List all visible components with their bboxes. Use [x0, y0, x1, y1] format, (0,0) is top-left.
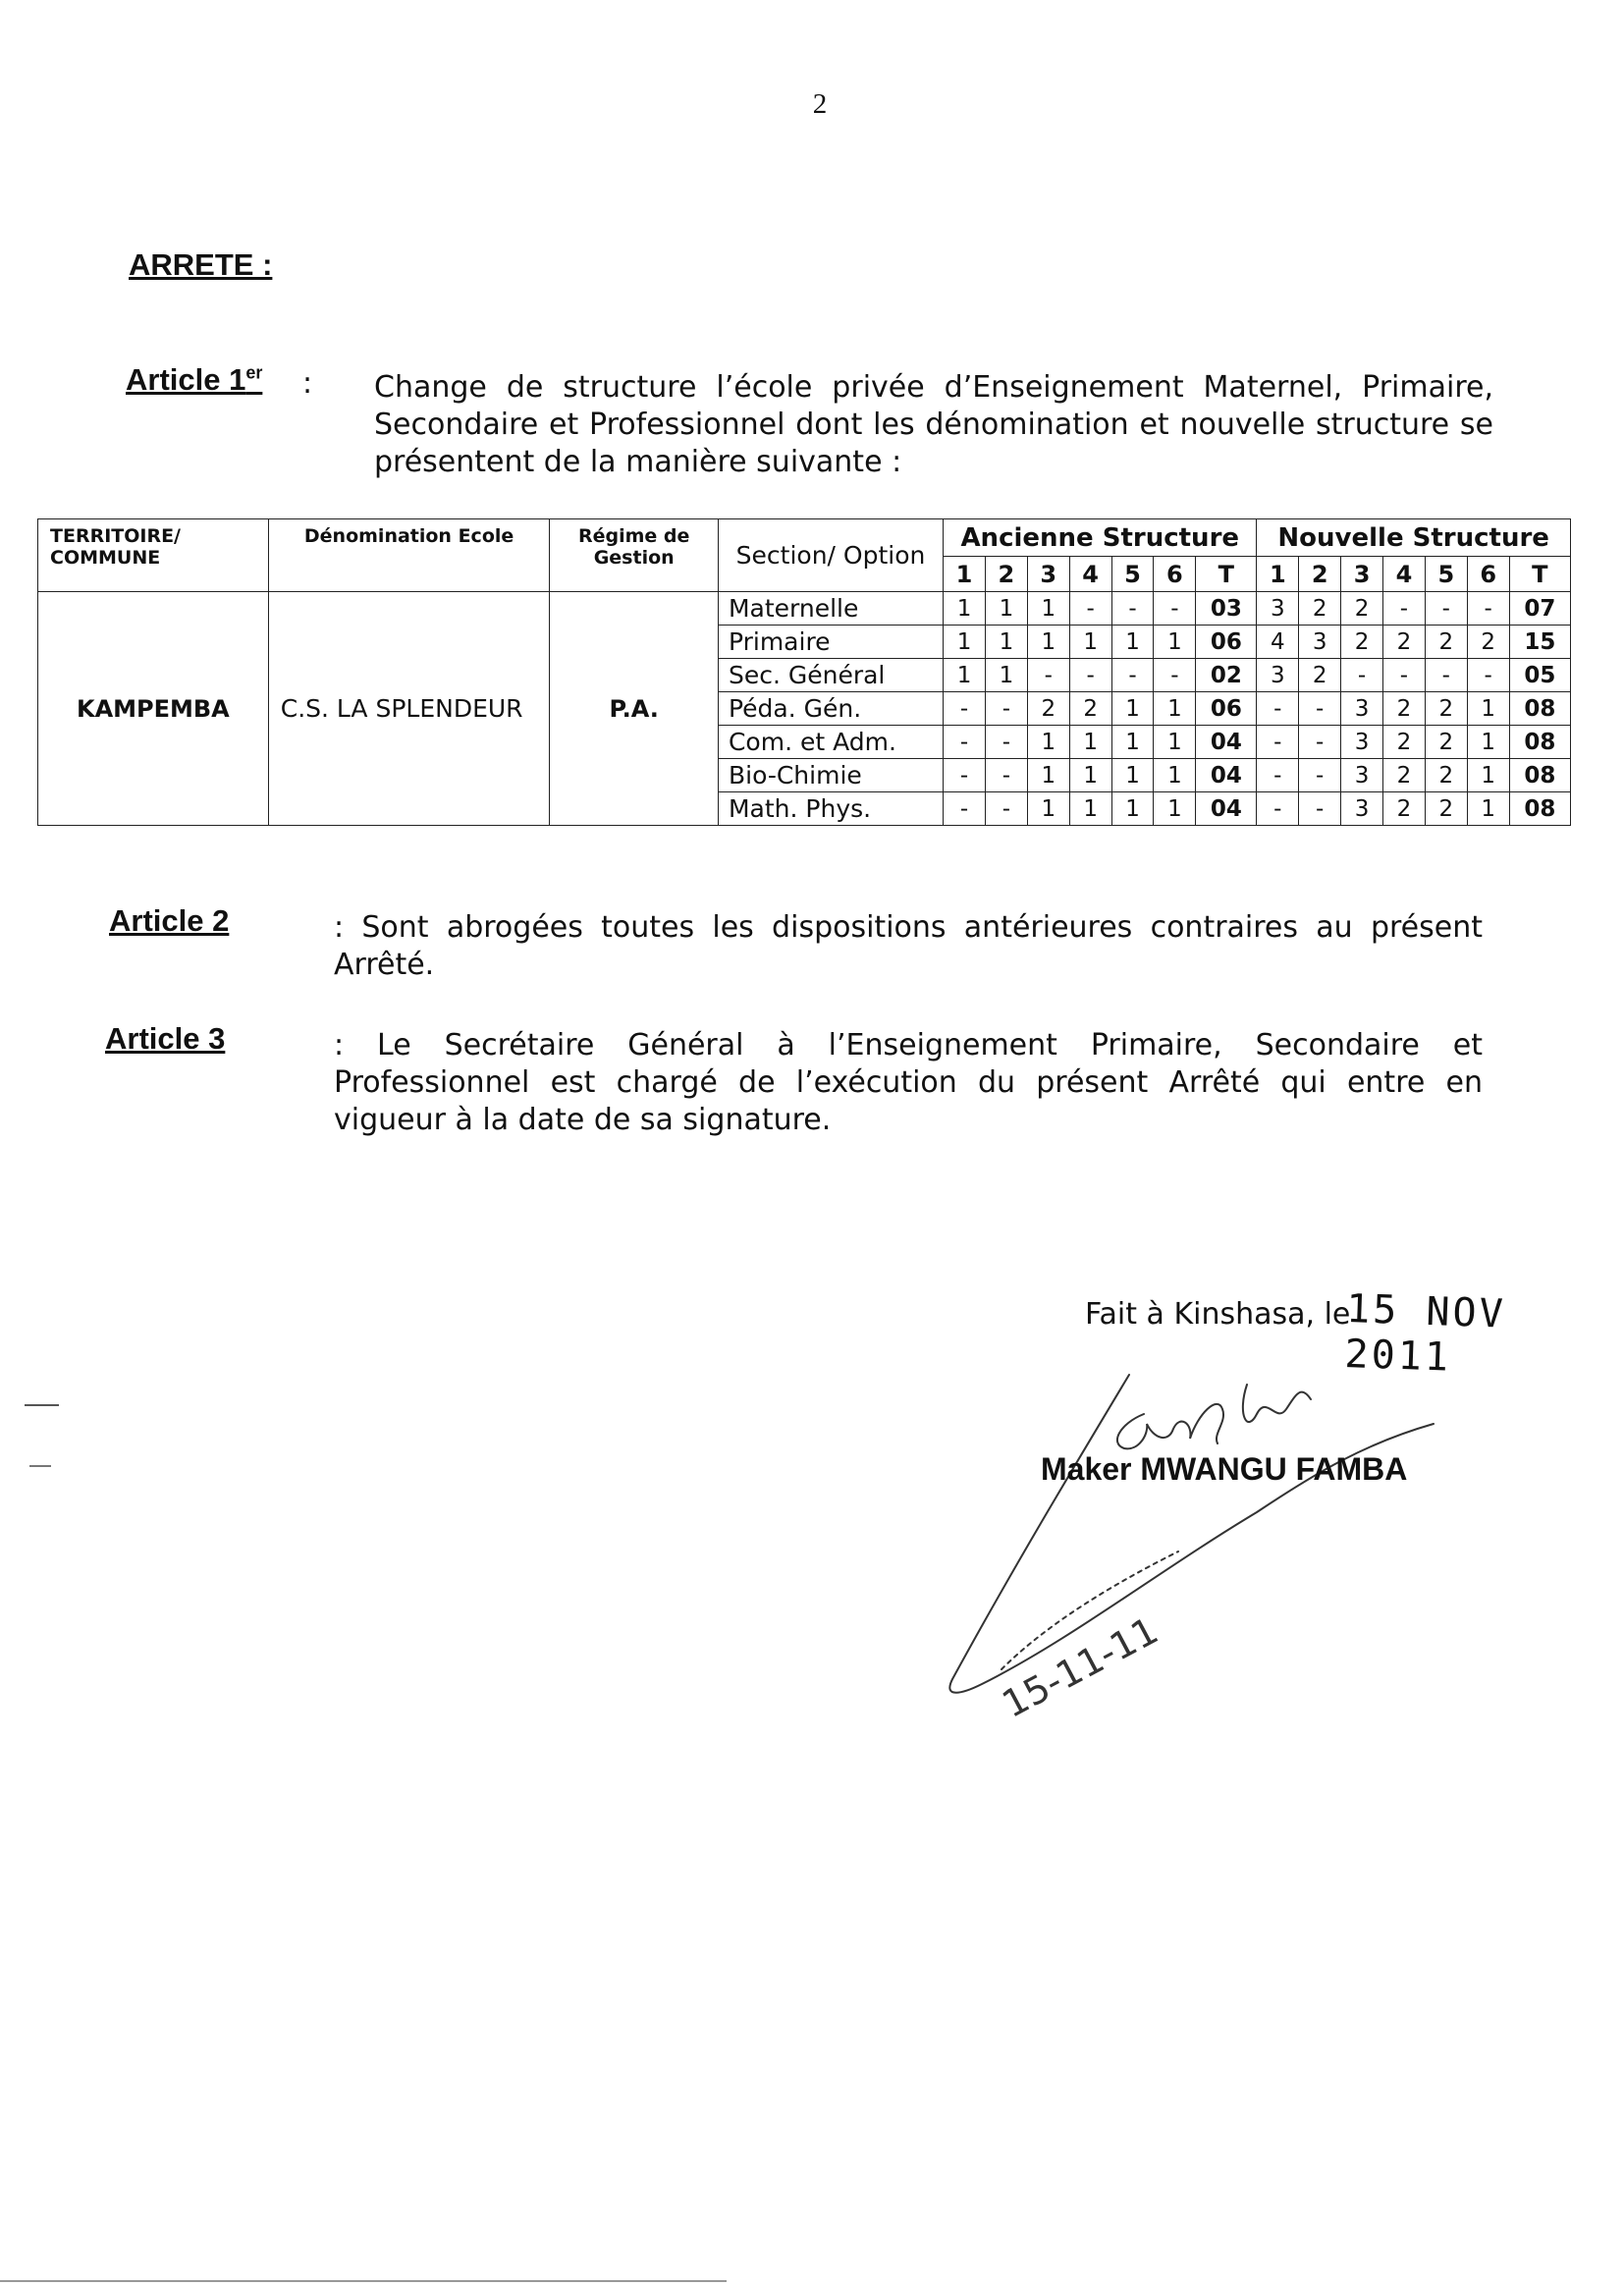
header-level: 6	[1154, 557, 1196, 592]
cell-ancienne-level: 1	[1154, 759, 1196, 792]
cell-ancienne-level: -	[1069, 659, 1111, 692]
cell-ancienne-level: 1	[1027, 759, 1069, 792]
cell-denomination: C.S. LA SPLENDEUR	[268, 592, 550, 826]
cell-nouvelle-level: -	[1257, 759, 1299, 792]
cell-ancienne-level: -	[1154, 592, 1196, 626]
header-level: 3	[1027, 557, 1069, 592]
cell-ancienne-total: 02	[1196, 659, 1257, 692]
cell-nouvelle-level: -	[1299, 726, 1341, 759]
cell-nouvelle-level: -	[1299, 759, 1341, 792]
cell-nouvelle-level: -	[1467, 592, 1509, 626]
cell-ancienne-level: -	[985, 726, 1027, 759]
article-2-label: Article 2	[109, 903, 230, 938]
handwritten-date: 15-11-11	[995, 1608, 1165, 1726]
scan-edge-line	[0, 2280, 727, 2282]
signatory-name: Maker MWANGU FAMBA	[1041, 1451, 1408, 1487]
cell-nouvelle-total: 07	[1509, 592, 1570, 626]
table-row	[38, 592, 1571, 626]
cell-ancienne-level: -	[1111, 659, 1154, 692]
cell-ancienne-level: 1	[944, 626, 986, 659]
cell-nouvelle-level: 2	[1383, 759, 1426, 792]
header-level: 5	[1111, 557, 1154, 592]
cell-nouvelle-level: 4	[1257, 626, 1299, 659]
cell-ancienne-level: 1	[1154, 792, 1196, 826]
cell-ancienne-level: 2	[1027, 692, 1069, 726]
cell-ancienne-level: 1	[1154, 692, 1196, 726]
header-regime: Régime de Gestion	[550, 519, 719, 592]
cell-ancienne-total: 06	[1196, 692, 1257, 726]
cell-ancienne-level: -	[1069, 592, 1111, 626]
cell-nouvelle-level: 3	[1341, 792, 1383, 826]
place-of-signing: Fait à Kinshasa, le	[1085, 1297, 1351, 1332]
header-denomination: Dénomination Ecole	[268, 519, 550, 592]
cell-ancienne-total: 04	[1196, 759, 1257, 792]
header-territoire: TERRITOIRE/ COMMUNE	[38, 519, 269, 592]
article-2-text: : Sont abrogées toutes les dispositions antérieures contraires au présent Arrêté.	[334, 910, 1483, 982]
cell-nouvelle-level: 3	[1257, 592, 1299, 626]
cell-nouvelle-level: 2	[1425, 726, 1467, 759]
scan-mark	[29, 1465, 51, 1467]
header-ancienne-structure: Ancienne Structure	[944, 519, 1257, 557]
cell-ancienne-level: 1	[1154, 626, 1196, 659]
cell-nouvelle-level: 1	[1467, 726, 1509, 759]
cell-ancienne-level: -	[1111, 592, 1154, 626]
header-level: 2	[1299, 557, 1341, 592]
header-section: Section/ Option	[718, 519, 943, 592]
cell-nouvelle-total: 05	[1509, 659, 1570, 692]
cell-ancienne-level: -	[944, 759, 986, 792]
cell-territoire: KAMPEMBA	[38, 592, 269, 826]
cell-nouvelle-level: 3	[1257, 659, 1299, 692]
cell-ancienne-level: -	[944, 792, 986, 826]
header-level: 3	[1341, 557, 1383, 592]
cell-ancienne-level: 1	[1111, 692, 1154, 726]
cell-nouvelle-level: 1	[1467, 792, 1509, 826]
cell-ancienne-level: 1	[1069, 792, 1111, 826]
scan-mark	[25, 1404, 59, 1406]
header-level: 4	[1069, 557, 1111, 592]
cell-nouvelle-level: 2	[1467, 626, 1509, 659]
cell-nouvelle-level: -	[1257, 726, 1299, 759]
cell-nouvelle-level: -	[1425, 592, 1467, 626]
header-level: 6	[1467, 557, 1509, 592]
cell-ancienne-level: -	[985, 759, 1027, 792]
cell-nouvelle-level: 1	[1467, 692, 1509, 726]
header-nouvelle-structure: Nouvelle Structure	[1257, 519, 1571, 557]
header-level-total: T	[1196, 557, 1257, 592]
article-3-text: : Le Secrétaire Général à l’Enseignement Primaire, Secondaire et Professionnel est chargé de l’exécution du présent Arrêté qui entre en vigueur à la date de sa signature.	[334, 1028, 1483, 1137]
cell-ancienne-level: 1	[1154, 726, 1196, 759]
cell-ancienne-level: 1	[1111, 759, 1154, 792]
cell-ancienne-level: 1	[1069, 726, 1111, 759]
cell-nouvelle-level: 2	[1341, 592, 1383, 626]
cell-ancienne-level: 1	[1027, 626, 1069, 659]
cell-ancienne-level: 1	[985, 626, 1027, 659]
cell-ancienne-level: -	[985, 792, 1027, 826]
cell-nouvelle-level: -	[1383, 592, 1426, 626]
cell-ancienne-level: 1	[1111, 626, 1154, 659]
article-1-text: Change de structure l’école privée d’Enseignement Maternel, Primaire, Secondaire et Professionnel dont les dénomination et nouvelle structure se présentent de la manière suivante :	[374, 370, 1493, 479]
header-level-total: T	[1509, 557, 1570, 592]
header-level: 4	[1383, 557, 1426, 592]
cell-nouvelle-level: -	[1467, 659, 1509, 692]
cell-nouvelle-level: 3	[1341, 726, 1383, 759]
cell-regime: P.A.	[550, 592, 719, 826]
cell-ancienne-level: -	[985, 692, 1027, 726]
cell-ancienne-total: 03	[1196, 592, 1257, 626]
cell-ancienne-level: -	[944, 692, 986, 726]
cell-nouvelle-level: 2	[1383, 692, 1426, 726]
cell-section: Péda. Gén.	[718, 692, 943, 726]
cell-ancienne-level: 1	[1069, 626, 1111, 659]
cell-ancienne-total: 04	[1196, 726, 1257, 759]
header-level: 5	[1425, 557, 1467, 592]
cell-ancienne-level: -	[1027, 659, 1069, 692]
decree-heading: ARRETE :	[129, 247, 273, 282]
cell-ancienne-level: 1	[985, 592, 1027, 626]
cell-ancienne-level: -	[944, 726, 986, 759]
cell-nouvelle-total: 08	[1509, 792, 1570, 826]
cell-nouvelle-level: -	[1299, 692, 1341, 726]
cell-ancienne-level: 1	[1111, 792, 1154, 826]
structure-table	[37, 518, 1571, 826]
cell-ancienne-level: 1	[1069, 759, 1111, 792]
cell-ancienne-level: 1	[944, 659, 986, 692]
cell-ancienne-total: 06	[1196, 626, 1257, 659]
article-3-label: Article 3	[105, 1021, 226, 1056]
cell-section: Com. et Adm.	[718, 726, 943, 759]
cell-nouvelle-level: -	[1341, 659, 1383, 692]
cell-nouvelle-total: 08	[1509, 759, 1570, 792]
cell-nouvelle-total: 08	[1509, 726, 1570, 759]
cell-nouvelle-level: 2	[1341, 626, 1383, 659]
cell-nouvelle-level: 2	[1383, 626, 1426, 659]
cell-nouvelle-level: 3	[1341, 692, 1383, 726]
cell-nouvelle-level: 1	[1467, 759, 1509, 792]
cell-nouvelle-level: -	[1383, 659, 1426, 692]
cell-nouvelle-level: 2	[1299, 659, 1341, 692]
cell-section: Primaire	[718, 626, 943, 659]
article-1-label: Article 1er	[126, 362, 263, 397]
cell-ancienne-level: 1	[944, 592, 986, 626]
cell-nouvelle-level: -	[1257, 792, 1299, 826]
cell-ancienne-level: 1	[1111, 726, 1154, 759]
cell-ancienne-level: 2	[1069, 692, 1111, 726]
cell-section: Bio-Chimie	[718, 759, 943, 792]
cell-nouvelle-level: 2	[1425, 626, 1467, 659]
cell-section: Sec. Général	[718, 659, 943, 692]
header-level: 1	[1257, 557, 1299, 592]
cell-ancienne-level: 1	[1027, 726, 1069, 759]
cell-ancienne-level: -	[1154, 659, 1196, 692]
cell-section: Maternelle	[718, 592, 943, 626]
date-stamp: 15 NOV 2011	[1343, 1286, 1507, 1381]
page-number: 2	[812, 88, 828, 120]
cell-ancienne-level: 1	[985, 659, 1027, 692]
cell-nouvelle-level: -	[1299, 792, 1341, 826]
cell-nouvelle-level: -	[1425, 659, 1467, 692]
cell-ancienne-total: 04	[1196, 792, 1257, 826]
cell-ancienne-level: 1	[1027, 592, 1069, 626]
cell-nouvelle-level: 3	[1341, 759, 1383, 792]
cell-nouvelle-level: 2	[1425, 692, 1467, 726]
handwritten-signature-icon	[923, 1355, 1473, 1768]
header-level: 1	[944, 557, 986, 592]
cell-nouvelle-level: 2	[1383, 792, 1426, 826]
cell-section: Math. Phys.	[718, 792, 943, 826]
cell-nouvelle-level: 2	[1425, 759, 1467, 792]
article-1-colon: :	[302, 366, 313, 401]
cell-nouvelle-total: 08	[1509, 692, 1570, 726]
cell-ancienne-level: 1	[1027, 792, 1069, 826]
header-level: 2	[985, 557, 1027, 592]
cell-nouvelle-level: 2	[1425, 792, 1467, 826]
cell-nouvelle-level: -	[1257, 692, 1299, 726]
cell-nouvelle-level: 2	[1299, 592, 1341, 626]
cell-nouvelle-level: 2	[1383, 726, 1426, 759]
cell-nouvelle-level: 3	[1299, 626, 1341, 659]
cell-nouvelle-total: 15	[1509, 626, 1570, 659]
